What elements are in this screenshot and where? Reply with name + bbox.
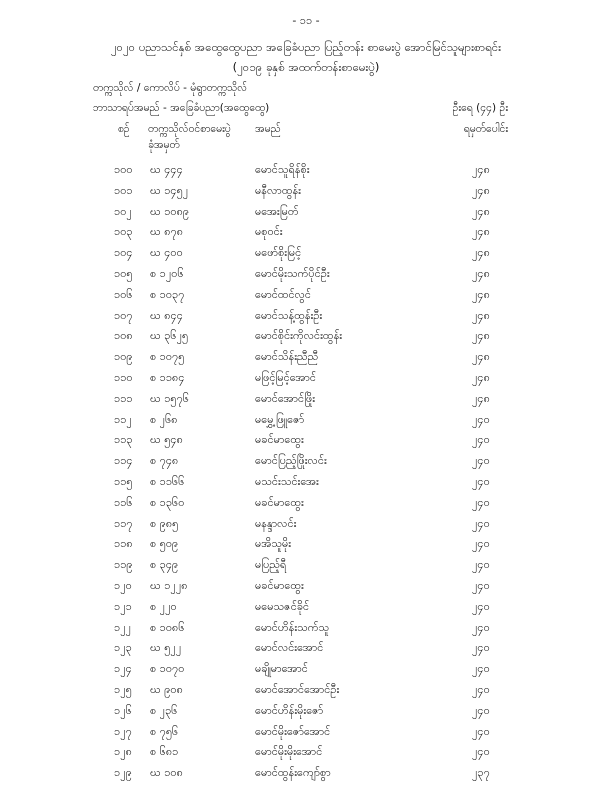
university-line: တက္ကသိုလ် / ကောလိပ် - မုံရွာတက္ကသိုလ် (93, 82, 248, 94)
marks-cell: ၂၄၀ (472, 599, 490, 613)
student-name-cell: မခင်မာထွေး (255, 495, 304, 509)
marks-cell: ၂၄၀ (472, 412, 490, 426)
serial-number-cell: ၁၁၉ (114, 558, 133, 572)
seat-number-cell: စ ၁၀၇၀ (150, 662, 185, 676)
student-name-cell: မောင်မိုးမိုးအောင် (255, 745, 323, 759)
table-row (0, 225, 612, 246)
marks-cell: ၂၄၀ (472, 454, 490, 468)
student-name-cell: မောင်အောင်ဖြိုး (255, 391, 316, 405)
serial-number-cell: ၁၁၄ (114, 454, 133, 468)
table-row (0, 517, 612, 538)
table-row (0, 600, 612, 621)
marks-cell: ၂၄၀ (472, 641, 490, 655)
marks-cell: ၂၄၀ (472, 724, 490, 738)
seat-number-cell: စ ၉၈၅ (150, 516, 179, 530)
page-subtitle: (၂၀၁၉ ခုနှစ် အထက်တန်းစာမေးပွဲ) (232, 60, 380, 74)
table-row (0, 392, 612, 413)
serial-number-cell: ၁၀၁ (114, 183, 133, 197)
marks-cell: ၂၄၈ (472, 246, 490, 260)
table-row (0, 184, 612, 205)
student-name-cell: မခင်မာထွေး (255, 578, 304, 592)
serial-number-cell: ၁၂၉ (114, 766, 132, 780)
marks-cell: ၂၄၈ (472, 370, 490, 384)
table-row (0, 267, 612, 288)
table-row (0, 766, 612, 787)
seat-number-cell: စ ၁၂၀၆ (150, 266, 184, 280)
table-row (0, 683, 612, 704)
student-name-cell: မစုဝင်း (255, 225, 283, 239)
serial-number-cell: ၁၁၁ (114, 391, 133, 405)
marks-cell: ၂၄၀ (472, 495, 490, 509)
serial-number-cell: ၁၁၀ (114, 370, 133, 384)
marks-cell: ၂၄၀ (472, 433, 490, 447)
table-row (0, 454, 612, 475)
table-row (0, 621, 612, 642)
marks-column-header: ရမှတ်ပေါင်း (463, 123, 508, 135)
marks-cell: ၂၄၈ (472, 183, 490, 197)
serial-number-cell: ၁၀၅ (114, 266, 133, 280)
seat-number-cell: စ ၅၀၉ (150, 537, 179, 551)
serial-number-cell: ၁၂၄ (114, 662, 132, 676)
seat-number-cell: စ ၆၈၁ (150, 745, 179, 759)
student-name-cell: မောင်အောင်အောင်ဦး (255, 682, 340, 696)
student-name-cell: မောင်ပြည့်ဖြိုးလင်း (255, 454, 327, 468)
table-row (0, 413, 612, 434)
serial-column-header: စဉ် (118, 123, 130, 135)
marks-cell: ၂၄၀ (472, 578, 490, 592)
serial-number-cell: ၁၀၀ (114, 163, 133, 176)
serial-number-cell: ၁၀၃ (114, 225, 133, 239)
seat-number-cell: ဃ ၉၀၈ (150, 682, 183, 696)
total-count: ဦးရေ (၄၄) ဦး (452, 102, 508, 114)
student-name-cell: မဖြင့်မြင့်အောင် (255, 370, 317, 384)
seat-number-cell: ဃ ၃၆၂၅ (150, 329, 189, 343)
student-name-cell: မနန္ဒာလင်း (255, 516, 297, 530)
table-row (0, 579, 612, 600)
serial-number-cell: ၁၀၇ (114, 308, 133, 322)
serial-number-cell: ၁၁၆ (114, 495, 133, 509)
serial-number-cell: ၁၀၈ (114, 329, 133, 343)
seat-number-cell: စ ၃၄၉ (150, 558, 179, 572)
serial-number-cell: ၁၁၇ (114, 516, 133, 530)
table-row (0, 725, 612, 746)
marks-cell: ၂၄၀ (472, 682, 490, 696)
student-name-cell: မခင်မာထွေး (255, 433, 304, 447)
marks-cell: ၂၄၈ (472, 266, 490, 280)
table-row (0, 329, 612, 350)
serial-number-cell: ၁၂၇ (114, 724, 132, 738)
table-row (0, 475, 612, 496)
table-row (0, 641, 612, 662)
marks-cell: ၂၄၈ (472, 204, 490, 218)
student-name-cell: မောင်မိုးဇော်အောင် (255, 724, 331, 738)
marks-cell: ၂၄၈ (472, 287, 490, 301)
student-name-cell: မောင်ထင်လွင် (255, 287, 312, 301)
marks-cell: ၂၄၈ (472, 391, 490, 405)
marks-cell: ၂၄၈ (472, 308, 490, 322)
marks-cell: ၂၄၀ (472, 516, 490, 530)
serial-number-cell: ၁၂၃ (114, 641, 132, 655)
marks-cell: ၂၄၀ (472, 620, 490, 634)
serial-number-cell: ၁၁၅ (114, 474, 133, 488)
student-name-cell: မသင်းသင်းအေး (255, 474, 319, 488)
table-row (0, 433, 612, 454)
serial-number-cell: ၁၀၄ (114, 246, 133, 260)
serial-number-cell: ၁၀၉ (114, 350, 133, 364)
table-row (0, 537, 612, 558)
marks-cell: ၂၄၈ (472, 163, 490, 176)
student-name-cell: မမေသဇင်ခိုင် (255, 599, 310, 613)
marks-cell: ၂၄၀ (472, 662, 490, 676)
seat-number-cell: စ ၁၀၃၇ (150, 287, 185, 301)
seat-number-cell: ဃ ၁၅၇၆ (150, 391, 189, 405)
exam-column-header: တက္ကသိုလ်ဝင်စာမေးပွဲ (148, 123, 231, 135)
seat-number-cell: စ ၁၀၇၅ (150, 350, 185, 364)
serial-number-cell: ၁၂၁ (114, 599, 132, 613)
student-name-cell: မောင်ဟိန်းမိုးဇော် (255, 703, 324, 717)
student-name-cell: မပြည့်ရီ (255, 558, 287, 572)
student-name-cell: မဖော်စိုးမြင့် (255, 246, 302, 260)
serial-number-cell: ၁၂၅ (114, 682, 132, 696)
table-row (0, 745, 612, 766)
student-name-cell: မောင်သူရိန်စိုး (255, 163, 310, 176)
seat-number-cell: ဃ ၅၄၈ (150, 433, 183, 447)
seat-number-cell: ဃ ၁၀၈ (150, 766, 183, 780)
student-name-cell: မချိုမာအောင် (255, 662, 308, 676)
student-name-cell: မောင်ထွန်းကျော်စွာ (255, 766, 331, 780)
serial-number-cell: ၁၀၆ (114, 287, 133, 301)
seat-number-cell: ဃ ၄၄၄ (150, 163, 183, 176)
table-row (0, 309, 612, 330)
table-row (0, 205, 612, 226)
table-row (0, 246, 612, 267)
subject-line: ဘာသာရပ်အမည် - အခြေခံပညာ(အထွေထွေ) (93, 102, 270, 114)
results-table (0, 163, 612, 787)
seat-number-cell: ဃ ၈၇၈ (150, 225, 183, 239)
marks-cell: ၂၃၇ (472, 766, 490, 780)
marks-cell: ၂၄၈ (472, 225, 490, 239)
seat-number-cell: ဃ ၁၄၅၂ (150, 183, 189, 197)
marks-cell: ၂၄၀ (472, 558, 490, 572)
marks-cell: ၂၄၀ (472, 537, 490, 551)
seat-number-cell: စ ၁၃၆၀ (150, 495, 185, 509)
seat-number-cell: စ ၁၀၈၆ (150, 620, 185, 634)
student-name-cell: မောင်ဟိန်းသက်သူ (255, 620, 330, 634)
name-column-header: အမည် (255, 123, 281, 135)
table-row (0, 496, 612, 517)
marks-cell: ၂၄၈ (472, 350, 490, 364)
seat-number-column-header: ခုံအမှတ် (148, 139, 180, 151)
student-name-cell: မနီလာထွန်း (255, 183, 301, 197)
page-title: ၂၀၂၀ ပညာသင်နှစ် အထွေထွေပညာ အခြေခံပညာ ပြည့်တန်း စာမေးပွဲ အောင်မြင်သူများစာရင်း (110, 40, 502, 54)
seat-number-cell: ဃ ၁၀၈၉ (150, 204, 190, 218)
student-name-cell: မအေးမြတ် (255, 204, 299, 218)
table-row (0, 288, 612, 309)
table-row (0, 558, 612, 579)
student-name-cell: မောင်သန့်ထွန်းဦး (255, 308, 323, 322)
serial-number-cell: ၁၁၈ (114, 537, 133, 551)
table-row (0, 704, 612, 725)
student-name-cell: မမွှေ့ဖြူဇော် (255, 412, 305, 426)
marks-cell: ၂၄၀ (472, 703, 490, 717)
table-row (0, 350, 612, 371)
serial-number-cell: ၁၁၃ (114, 433, 133, 447)
table-row (0, 371, 612, 392)
table-row (0, 163, 612, 184)
marks-cell: ၂၄၀ (472, 474, 490, 488)
seat-number-cell: စ ၁၁၆၆ (150, 474, 185, 488)
serial-number-cell: ၁၁၂ (114, 412, 132, 426)
seat-number-cell: စ ၂၆၈ (150, 412, 178, 426)
serial-number-cell: ၁၂၀ (114, 578, 132, 592)
serial-number-cell: ၁၂၆ (114, 703, 132, 717)
serial-number-cell: ၁၂၂ (114, 620, 131, 634)
student-name-cell: မအိသူမိုး (255, 537, 292, 551)
marks-cell: ၂၄၈ (472, 329, 490, 343)
student-name-cell: မောင်လင်းအောင် (255, 641, 324, 655)
page-number: - ၁၁ - (292, 14, 320, 27)
table-row (0, 662, 612, 683)
seat-number-cell: ဃ ၄၀၀ (150, 246, 183, 260)
seat-number-cell: ဃ ၁၂၂၈ (150, 578, 188, 592)
seat-number-cell: စ ၇၅၆ (150, 724, 179, 738)
serial-number-cell: ၁၂၈ (114, 745, 132, 759)
student-name-cell: မောင်မိုးသက်ပိုင်ဦး (255, 266, 330, 280)
seat-number-cell: စ ၇၄၈ (150, 454, 179, 468)
seat-number-cell: ဃ ၅၂၂ (150, 641, 182, 655)
seat-number-cell: စ ၂၂၀ (150, 599, 177, 613)
serial-number-cell: ၁၀၂ (114, 204, 132, 218)
seat-number-cell: ဃ ၈၄၄ (150, 308, 183, 322)
student-name-cell: မောင်သိန်းညီညီ (255, 350, 319, 364)
seat-number-cell: စ ၁၁၈၄ (150, 370, 185, 384)
marks-cell: ၂၄၀ (472, 745, 490, 759)
student-name-cell: မောင်စိုင်းကိုလင်းထွန်း (255, 329, 343, 343)
seat-number-cell: စ ၂၃၆ (150, 703, 178, 717)
